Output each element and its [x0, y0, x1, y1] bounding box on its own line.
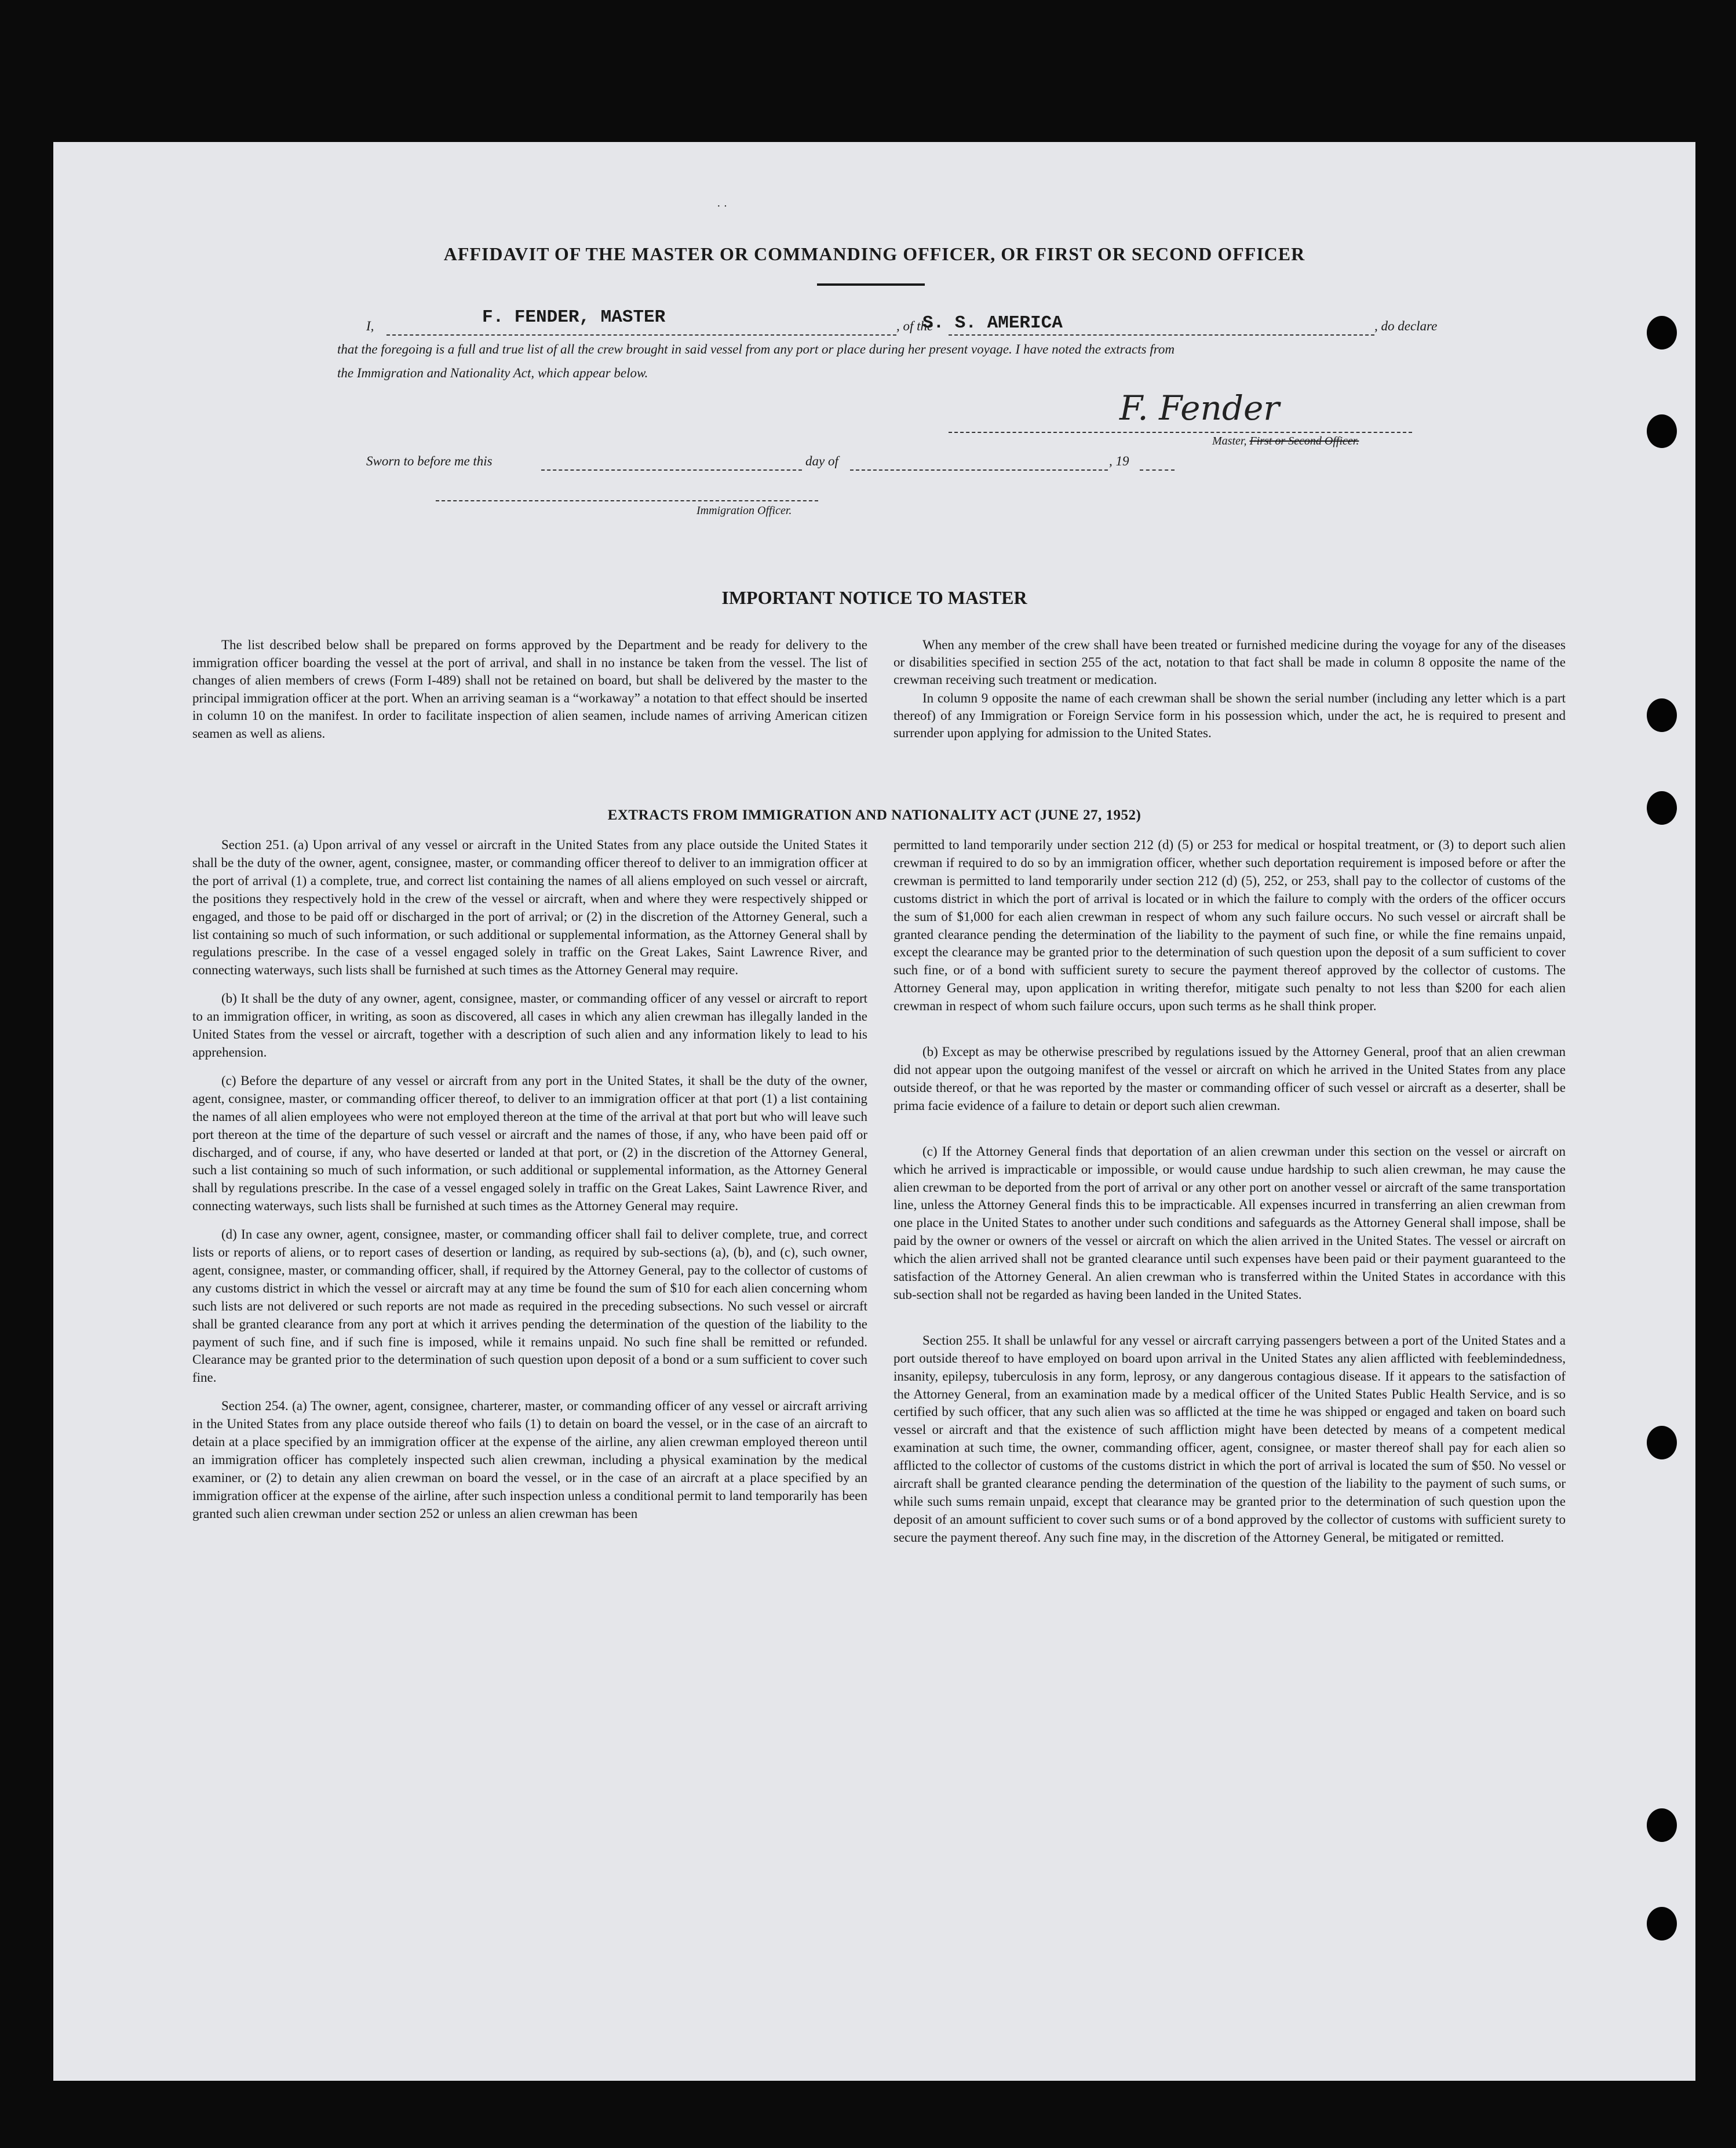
do-declare-label: , do declare [1374, 319, 1438, 333]
section-251-b: (b) It shall be the duty of any owner, agent, consignee, master, or commanding officer of any vessel or aircraft to report to an immigration officer, in writing, as soon as discovered, all cases in which any alien crewman has illegally landed in the United States from the vessel or aircraft, together with a description of such alien and any information likely to lead to his apprehension. [192, 991, 867, 1060]
master-signature: F. Fender [1119, 388, 1280, 428]
punch-hole [1647, 414, 1677, 448]
sworn-month-line [850, 469, 1108, 471]
title-rule [817, 283, 925, 286]
punch-hole [1647, 1808, 1677, 1842]
notice-right-column [893, 636, 1566, 752]
officer-line [436, 500, 818, 501]
immigration-officer-label: Immigration Officer. [696, 504, 792, 517]
year-label: , 19 [1109, 454, 1129, 468]
signature-caption [1212, 435, 1359, 448]
vessel-name: S. S. AMERICA [922, 313, 1063, 333]
of-the-label: , of the [896, 319, 933, 333]
year-line [1140, 469, 1175, 471]
scan-specks: · · [717, 200, 728, 213]
sworn-label: Sworn to before me this [366, 454, 493, 468]
notice-right-paragraph-1: When any member of the crew shall have been treated or furnished medicine during the voyage for any of the diseases or disabilities specified in section 255 of the act, notation to that fact shall be made in column 8 opposite the name of the crewman receiving such treatment or medication. [893, 638, 1566, 687]
affidavit-title: AFFIDAVIT OF THE MASTER OR COMMANDING OFFICER, OR FIRST OR SECOND OFFICER [443, 243, 1305, 264]
punch-hole [1647, 316, 1677, 349]
punch-hole [1647, 698, 1677, 732]
day-of-label: day of [805, 454, 838, 468]
signature-line [949, 432, 1412, 433]
notice-right-paragraph-2: In column 9 opposite the name of each crewman shall be shown the serial number (including any letter which is a part thereof) of any Immigration or Foreign Service form in his possession which, under the act, he is required to present and surrender upon applying for admission to the United States. [893, 691, 1566, 740]
notice-heading: IMPORTANT NOTICE TO MASTER [721, 587, 1027, 608]
vessel-line [949, 334, 1374, 336]
extracts-left-column [192, 836, 867, 1534]
statement-line-1: that the foregoing is a full and true list of all the crew brought in said vessel from any port or place during her present voyage. I have noted the extracts from [337, 342, 1175, 356]
punch-hole [1647, 791, 1677, 825]
notice-left-column [192, 636, 867, 753]
section-251-a: Section 251. (a) Upon arrival of any vessel or aircraft in the United States from any place outside the United States it shall be the duty of the owner, agent, consignee, master, or commanding officer thereof to deliver to an immigration officer at the port of arrival (1) a complete, true, and correct list containing the names of all aliens employed on such vessel or aircraft, the positions they respectively hold in the crew of the vessel or aircraft, when and where they were respectively shipped or engaged, and those to be paid off or discharged in the port of arrival; or (2) in the discretion of the Attorney General, such a list containing so much of such information, or such additional or supplemental information, as the Attorney General shall by regulations prescribe. In the case of a vessel engaged solely in traffic on the Great Lakes, Saint Lawrence River, and connecting waterways, such lists shall be furnished at such times as the Attorney General may require. [192, 838, 867, 978]
punch-hole [1647, 1907, 1677, 1941]
name-line [386, 334, 896, 336]
caption-master: Master, [1212, 435, 1247, 447]
statement-line-2: the Immigration and Nationality Act, which appear below. [337, 366, 648, 380]
notice-left-paragraph: The list described below shall be prepared on forms approved by the Department and be ready for delivery to the immigration officer boarding the vessel at the port of arrival, and shall in no instance be taken from the vessel. The list of changes of alien members of crews (Form I-489) shall not be retained on board, but shall be delivered by the master to the principal immigration officer at the port. When an arriving seaman is a “workaway” a notation to that effect should be inserted in column 10 on the manifest. In order to facilitate inspection of alien seamen, include names of arriving American citizen seamen as well as aliens. [192, 638, 867, 741]
caption-struck: First or Second Officer. [1249, 435, 1359, 447]
section-254-b: (b) Except as may be otherwise prescribed by regulations issued by the Attorney General, proof that an alien crewman did not appear upon the outgoing manifest of the vessel or aircraft on which he arrived in the United States from any place outside thereof, or that he was reported by the master or commanding officer of such vessel or aircraft as a deserter, shall be prima facie evidence of a failure to detain or deport such alien crewman. [893, 1044, 1566, 1113]
i-label: I, [366, 319, 374, 333]
sworn-day-line [541, 469, 802, 471]
extracts-right-column [893, 836, 1566, 1557]
section-251-c: (c) Before the departure of any vessel or aircraft from any port in the United States, it shall be the duty of the owner, agent, consignee, master, or commanding officer thereof, to deliver to an immigration officer at that port (1) a list containing the names of all alien employees who were not employed thereon at the time of the arrival at that port but who will leave such port thereon at the time of the departure of such vessel or aircraft and the names of those, if any, who have been paid off or discharged, and of course, if any, who have deserted or landed at that port, or (2) in the discretion of the Attorney General, such a list containing so much of such information, or such additional or supplemental information, as the Attorney General shall by regulations prescribe. In the case of a vessel engaged solely in traffic on the Great Lakes, Saint Lawrence River, and connecting waterways, such lists shall be furnished at such times as the Attorney General may require. [192, 1073, 867, 1214]
punch-hole [1647, 1426, 1677, 1459]
section-251-d: (d) In case any owner, agent, consignee, master, or commanding officer shall fail to deliver complete, true, and correct lists or reports of aliens, or to report cases of desertion or landing, as required by sub-sections (a), (b), and (c), such owner, agent, consignee, master, or commanding officer, shall, if required by the Attorney General, pay to the collector of customs of any customs district in which the vessel or aircraft may at any time be found the sum of $10 for each alien concerning whom such lists are not delivered or such reports are not made as required in the preceding subsections. No such vessel or aircraft shall be granted clearance from any port at which it arrives pending the determination of the question of the liability to the payment of such fine, and if such fine is imposed, while it remains unpaid. No such fine shall be remitted or refunded. Clearance may be granted prior to the determination of such question upon deposit of a bond or a sum sufficient to cover such fine. [192, 1227, 867, 1385]
section-254-a: Section 254. (a) The owner, agent, consignee, charterer, master, or commanding officer of any vessel or aircraft arriving in the United States from any place outside thereof who fails (1) to detain on board the vessel, or in the case of an aircraft to detain at a place specified by an immigration officer at the expense of the airline, any alien crewman employed thereon until an immigration officer has completely inspected such alien crewman, including a physical examination by the medical examiner, or (2) to detain any alien crewman on board the vessel, or in the case of an aircraft at a place specified by an immigration officer at the expense of the airline, after such inspection unless a conditional permit to land temporarily has been granted such alien crewman under section 252 or unless an alien crewman has been [192, 1399, 867, 1521]
document-page [53, 142, 1695, 2081]
section-254-a-continued: permitted to land temporarily under section 212 (d) (5) or 253 for medical or hospital treatment, or (3) to deport such alien crewman if required to do so by an immigration officer, whether such deportation requirement is imposed before or after the crewman is permitted to land temporarily under section 212 (d) (5), 252, or 253, shall pay to the collector of customs of the customs district in which the port of arrival is located or in which the failure to comply with the orders of the officer occurs the sum of $1,000 for each alien crewman in respect of whom any such failure occurs. No such vessel or aircraft shall be granted clearance pending the determination of the liability to the payment of such fine, or while the fine remains unpaid, except the clearance may be granted prior to the determination of such question upon the deposit of a sum sufficient to cover such fine, or of a bond with sufficient surety to secure the payment thereof approved by the collector of customs. The Attorney General may, upon application in writing therefor, mitigate such penalty to not less than $200 for each alien crewman in respect of whom such failure occurs, upon such terms as he shall think proper. [893, 838, 1566, 1014]
extracts-heading: EXTRACTS FROM IMMIGRATION AND NATIONALITY ACT (JUNE 27, 1952) [607, 807, 1141, 823]
section-254-c: (c) If the Attorney General finds that deportation of an alien crewman under this section on the vessel or aircraft on which he arrived is impracticable or impossible, or would cause undue hardship to such alien crewman, he may cause the alien crewman to be deported from the port of arrival or any other port on another vessel or aircraft of the same transportation line, unless the Attorney General finds this to be impracticable. All expenses incurred in transferring an alien crewman from one place in the United States to another under such conditions and safeguards as the Attorney General shall impose, shall be paid by the owner or owners of the vessel or aircraft on which the alien arrived in the United States. The vessel or aircraft on which the alien arrived shall not be granted clearance until such expenses have been paid or their payment guaranteed to the satisfaction of the Attorney General. An alien crewman who is transferred within the United States in accordance with this sub-section shall not be regarded as having been landed in the United States. [893, 1144, 1566, 1302]
master-name: F. FENDER, MASTER [482, 307, 666, 327]
section-255: Section 255. It shall be unlawful for any vessel or aircraft carrying passengers between a port of the United States and a port outside thereof to have employed on board upon arrival in the United States any alien afflicted with feeblemindedness, insanity, epilepsy, tuberculosis in any form, leprosy, or any dangerous contagious disease. If it appears to the satisfaction of the Attorney General, from an examination made by a medical officer of the United States Public Health Service, and is so certified by such officer, that any such alien was so afflicted at the time he was shipped or engaged and taken on board such vessel or aircraft and that the existence of such affliction might have been detected by means of a competent medical examination at such time, the owner, commanding officer, agent, consignee, or master thereof shall pay for each alien so afflicted to the collector of customs of the customs district in which the port of arrival is located the sum of $50. No vessel or aircraft shall be granted clearance pending the determination of the question of the liability to the payment of such sums, or while such sums remain unpaid, except that clearance may be granted prior to the determination of such question upon the deposit of an amount sufficient to cover such sums or of a bond approved by the collector of customs with sufficient surety to secure the payment thereof. Any such fine may, in the discretion of the Attorney General, be mitigated or remitted. [893, 1333, 1566, 1545]
